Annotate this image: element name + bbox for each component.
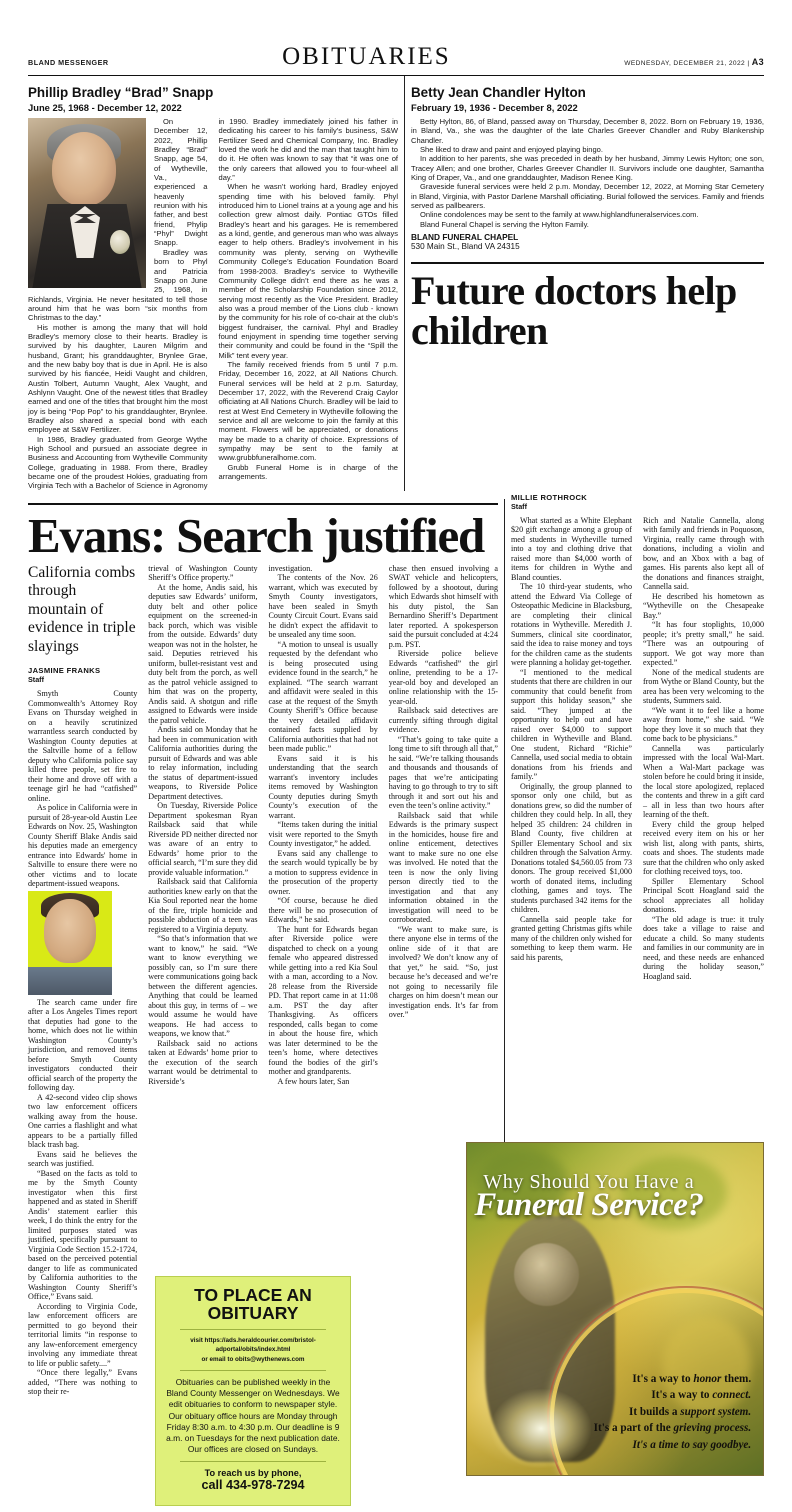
article-paragraph: Railsback said no actions taken at Edwards’ home prior to the execution of the search warrant would be detrimental to Riverside’s — [148, 1038, 258, 1086]
obit-ad-visit-line-1[interactable]: visit https://ads.heraldcourier.com/bristol-adportal/obits/index.html — [190, 1336, 316, 1354]
funeral-ad-bullets — [594, 1371, 752, 1454]
obituary-hylton — [411, 76, 764, 491]
article-paragraph: “That’s going to take quite a long time to sift through all that,” he said. “We’re talking thousands and thousands and thousands of pages that we’re anticipating having to go through to try to sift through it and sort out his and even the teen’s online activity.” — [388, 734, 498, 811]
evans-byline-role: Staff — [28, 675, 44, 685]
obit-ad-rule — [180, 1370, 326, 1371]
obit-ad-body: Obituaries can be published weekly in the Bland County Messenger on Wednesdays. We edit obituaries to conform to newspaper style. Our obituary office hours are Monday through Friday 8:30 a.m. to 4:30 p.m. Our deadline is 9 a.m. on Tuesdays for the next publication date. Our offices are closed on Sundays. — [166, 1377, 340, 1455]
section-title: OBITUARIES — [282, 43, 451, 70]
future-doctors-headline: Future doctors help children — [411, 268, 737, 353]
obituary-dates: February 19, 1936 - December 8, 2022 — [411, 102, 578, 113]
fd-byline-name: MILLIE ROTHROCK — [511, 492, 588, 502]
obituary-paragraph: The family received friends from 5 until 7 p.m. Friday, December 16, 2022, at All Nations Church. Funeral services will be held at 2 p.m. Saturday, December 17, 2022, with the Reverend Craig Caylor officiating at All Nations Church. Bradley will be laid to rest at West End Cemetery in Wytheville following the service and all are welcome to join the family at this moment. Flowers will be appreciated, or donations may be made to a charity of choice. Expressions of sympathy may be sent to the family at www.grubbfuneralhome.com. — [218, 359, 398, 463]
article-paragraph: According to Virginia Code, law enforcement officers are permitted to go beyond their territorial limits “in response to any law-enforcement emergency involving any immediate threat to life or public safety....” — [28, 1301, 138, 1368]
publication-name: BLAND MESSENGER — [28, 58, 109, 67]
fd-column-1 — [511, 516, 632, 982]
article-paragraph: Evans said it is his understanding that the search warrant's inventory includes items removed by Washington County deputies during Smyth County’s execution of the warrant. — [268, 753, 378, 820]
funeral-ad-bullet: It's a part of the grieving process. — [593, 1422, 752, 1435]
masthead-separator: | — [747, 60, 750, 67]
article-paragraph: Andis said on Monday that he had been in communication with California authorities during the pursuit of Edwards and was able to relay information, including the status of department-issued weapons, to Riverside Police Department detectives. — [148, 725, 258, 801]
obituary-snapp — [28, 76, 398, 491]
article-paragraph: What started as a White Elephant $20 gift exchange among a group of med students in Wytheville turned into a toy and clothing drive that raised more than $4,000 worth of items for children in Wythe and Bland counties. — [511, 515, 632, 582]
obituary-paragraph: When he wasn’t working hard, Bradley enjoyed spending time with his beloved family. Phyl introduced him to Lionel trains at a young age and his collection grew almost daily. Pontiac GTOs filled Bradley’s heart and his garages. He is remembered as a kind, gentle, and generous man who was always eager to help others. Bradley’s involvement in his community was plenty, serving on Wytheville Community College’s Education Foundation Board from 1998-2003. Bradley’s service to Wytheville Community College didn’t end there as he was a member of the Scholarship Foundation since 2012, serving most recently as the Vice President. Bradley also was a proud member of the Lions club - known by the community for his role of co-chair at the club’s biggest fundraiser, the carnival. Phyl and Bradley found enjoyment in spending time together serving their community and could be found in the “Spill the Milk” tent every year. — [218, 182, 398, 360]
obituary-body — [28, 117, 398, 491]
page-number: A3 — [751, 57, 764, 67]
article-paragraph: A 42-second video clip shows two law enforcement officers walking away from the house. One carries a flashlight and what appears to be a partially filled black trash bag. — [28, 1092, 138, 1150]
funeral-home-name: BLAND FUNERAL CHAPEL — [411, 232, 519, 243]
article-paragraph: “Based on the facts as told to me by the Smyth County investigator when this first happened and as stated in Sheriff Andis’ statement earlier this week, I do think the entry for the limited purposes stated was justified, specifically pursuant to Virginia Code Section 15.2-1724, based on the perceived potential danger to life as communicated by California authorities to the Washington County Sheriff’s Office,” Evans said. — [28, 1168, 138, 1302]
article-paragraph: Railsback said that California authorities knew early on that the Kia Soul reported near the home of the fire, triple homicide and possible abduction of a teen was registered to a Virginia deputy. — [148, 877, 258, 934]
masthead — [28, 0, 764, 73]
evans-column-4-body — [389, 564, 498, 1020]
article-paragraph: Cannella said people take for granted getting Christmas gifts while many of the children only wished for something to keep them warm. He said his parents, — [511, 914, 632, 962]
article-paragraph: Smyth County Commonwealth’s Attorney Roy Evans on Thursday weighed in on a heavily scrutinized warrantless search conducted by Washington County deputies at the Saltville home of a fellow deputy who California police say killed three people, set fire to their home and drove off with a teenage girl he had “catfished” online. — [28, 689, 138, 803]
portrait-face — [52, 132, 116, 206]
evans-article — [28, 493, 498, 1397]
evans-deck: California combs through mountain of evidence in triple slayings — [28, 563, 136, 655]
obituary-paragraph: Grubb Funeral Home is in charge of the arrangements. — [218, 462, 398, 482]
obituary-paragraph: She liked to draw and paint and enjoyed playing bingo. — [420, 145, 603, 155]
fd-byline-role: Staff — [511, 501, 527, 511]
evans-column-2-body — [148, 564, 257, 1087]
article-paragraph: “It has four stoplights, 10,000 people; it’s pretty small,” he said. “There was an outpouring of support. We got way more than expected.” — [643, 620, 764, 668]
mugshot-face — [44, 899, 96, 963]
funeral-ad-bullet: It's a way to connect. — [651, 1389, 752, 1402]
article-paragraph: “Once there legally,” Evans added, “There was nothing to stop their re- — [28, 1368, 138, 1397]
obit-ad-rule — [180, 1461, 326, 1462]
funeral-service-ad[interactable] — [466, 1142, 764, 1476]
article-paragraph: trieval of Washington County Sheriff’s Office property.” — [148, 563, 258, 583]
angel-statue-head — [514, 1243, 579, 1306]
article-paragraph: On Tuesday, Riverside Police Department spokesman Ryan Railsback said that while Riverside PD neither directed nor was aware of an entry to Edwards’ home prior to the official search, “I’m sure they did provide valuable information.” — [148, 801, 258, 877]
obit-ad-reach-label: To reach us by phone, — [204, 1468, 302, 1479]
article-paragraph: chase then ensued involving a SWAT vehicle and helicopters, followed by a shootout, during which Edwards shot himself with his duty pistol, the San Bernardino Sheriff’s Department later reported. A spokesperson said the pursuit concluded at 4:24 p.m. PST. — [388, 563, 498, 649]
funeral-ad-line-1: Why Should You Have a — [483, 1171, 695, 1194]
article-paragraph: The search came under fire after a Los Angeles Times report that deputies had gone to the home, which does not lie within Washington County’s jurisdiction, and removed items before Smyth County investigators conducted their official search of the property the following day. — [28, 997, 138, 1093]
evans-byline-name: JASMINE FRANKS — [28, 666, 101, 676]
edwards-mugshot-photo — [28, 891, 112, 995]
article-paragraph: The contents of the Nov. 26 warrant, which was executed by Smyth County investigators, have been sealed in Smyth County Circuit Court. Evans said he didn't expect the affidavit to be unsealed any time soon. — [268, 573, 378, 640]
funeral-home-address: 530 Main St., Bland VA 24315 — [411, 242, 520, 252]
obituary-portrait-photo — [28, 118, 146, 288]
obit-ad-box[interactable] — [155, 1276, 351, 1506]
article-paragraph: Spiller Elementary School Principal Scott Hoagland said the school appreciates all holiday donations. — [643, 876, 764, 915]
obituary-dates: June 25, 1968 - December 12, 2022 — [28, 102, 182, 113]
funeral-ad-bullet: It builds a support system. — [628, 1405, 752, 1418]
obituary-paragraph: In addition to her parents, she was preceded in death by her husband, Jimmy Lewis Hylton; one son, Tracey Allen; and one brother, Charles Greever Chandler II. Survivors include one daughter, Samantha King of Draper, Va., and one granddaughter, Madison Renee King. — [411, 154, 764, 183]
article-paragraph: “Of course, because he died there will be no prosecution of Edwards,” he said. — [268, 896, 378, 925]
article-paragraph: “We want it to feel like a home away from home,” she said. “We hope they love it so much that they come back to be physicians.” — [643, 705, 764, 744]
article-paragraph: “So that’s information that we want to know,” he said. “We want to know everything we possibly can, so I’m sure there were communications going back between the different agencies. Anything that could be learned about this guy, in terms of – we would assume he would have weapons. He had access to weapons, we know that.” — [148, 934, 258, 1039]
obit-ad-visit-line-2[interactable]: or email to obits@wythenews.com — [201, 1355, 305, 1363]
obit-ad-phone[interactable]: call 434-978-7294 — [201, 1478, 305, 1493]
evans-column-3-body — [269, 564, 378, 1087]
article-paragraph: As police in California were in pursuit of 28-year-old Austin Lee Edwards on Nov. 25, Washington County Sheriff Blake Andis said his deputies made an emergency entrance into Edwards' home in Saltville to ensure there were no other victims and to locate department-issued weapons. — [28, 803, 138, 889]
article-paragraph: None of the medical students are from Wythe or Bland County, but the area has been very welcoming to the students, Summers said. — [643, 667, 764, 706]
issue-date: WEDNESDAY, DECEMBER 21, 2022 — [624, 60, 746, 67]
funeral-ad-bullet: It's a way to honor them. — [632, 1372, 752, 1385]
article-paragraph: Originally, the group planned to sponsor only one child, but as donations grew, so did the number of children they could help. In all, they helped 35 children: 24 children in Bland County, five children at Spiller Elementary School and six children through the Salvation Army. Donations totaled $4,560.05 from 73 donors. The group received $1,000 worth of donated items, including clothing, games and toys. The students purchased 342 items for the children. — [511, 781, 632, 915]
article-paragraph: Rich and Natalie Cannella, along with family and friends in Poquoson, Virginia, really came through with donations, including a violin and bow, and an Xbox with a bag of games. His parents also kept all of the donations and finances straight, Cannella said. — [643, 515, 764, 592]
article-paragraph: Evans said he believes the search was justified. — [28, 1149, 138, 1169]
article-paragraph: The hunt for Edwards began after Riverside police were dispatched to check on a young female who appeared distressed while getting into a red Kia Soul with a man, according to a Nov. 28 release from the Riverside PD. That report came in at 11:08 a.m. PST the day after Thanksgiving. As officers responded, calls began to come in about the house fire, which was later determined to be the teen’s home, where detectives found the bodies of the girl’s mother and grandparents. — [268, 924, 378, 1077]
article-paragraph: A few hours later, San — [277, 1076, 350, 1086]
column-divider — [398, 76, 411, 491]
obituary-paragraph: Online condolences may be sent to the family at www.highlandfuneralservices.com. — [420, 210, 699, 220]
article-paragraph: At the home, Andis said, his deputies saw Edwards’ uniform, duty belt and other police equipment on the screened-in back porch, which was visible from the outside. Edwards’ duty weapon was not in the holster, he said. Deputies retrieved his uniform, bullet-resistant vest and duty belt from the porch, as well as the patrol vehicle assigned to him that was on the property, Andis said. A shotgun and rifle assigned to Edwards were inside the patrol vehicle. — [148, 582, 258, 725]
obituary-body — [411, 117, 764, 229]
article-paragraph: Railsback said that while Edwards is the primary suspect in the homicides, house fire and online enticement, detectives want to make sure no one else was involved. He noted that the teen is now the only living person directly tied to the investigation and that any information obtained in the investigation will need to be corroborated. — [388, 810, 498, 925]
article-paragraph: Riverside police believe Edwards “catfished” the girl online, pretending to be a 17-year-old boy and developed an online relationship with the 15-year-old. — [388, 649, 498, 706]
date-and-page — [624, 57, 764, 69]
article-paragraph: “We want to make sure, is there anyone else in terms of the online side of it that are involved? We don’t know any of that yet,” he said. “So, just because he’s deceased and we’re not going to necessarily file charges on him doesn’t mean our investigation ends. It’s far from over.” — [388, 924, 498, 1020]
obituary-paragraph: His mother is among the many that will hold Bradley’s memory close to their hearts. Bradley is survived by his daughter, Lauren Milgrim and husband, Grant; his granddaughter, Brynlee Grae, and the new baby boy that is due in April. He is also survived by his fiancée, Heidi Vaught and children, Austin Tolbert, Autumn Vaught, Alex Vaught, and Ashlynn Vaught. One of the newest titles that Bradley earned and one of the titles that brought him the most joy is being “Pop Pop” to his granddaughter, Brynlee. Bradley also shared a special bond with each employee at S&W Fertilizer. — [28, 322, 208, 435]
obituary-paragraph: Bradley was born to Phyl and Patricia Snapp on June 25, 1968, in Richlands, Virginia. He never hesitated to tell those around him that he was born “six months from Christmas to the day.” — [28, 247, 208, 323]
candle-glow — [491, 1389, 592, 1469]
obituary-name: Betty Jean Chandler Hylton — [411, 85, 586, 100]
fd-column-2 — [643, 516, 764, 982]
article-paragraph: “Items taken during the initial visit were reported to the Smyth County investigator,” he added. — [268, 820, 378, 849]
obituary-paragraph: Graveside funeral services were held 2 p.m. Monday, December 12, 2022, at Morning Star Cemetery in Bland, Virginia, with Pastor Darlene Marshall officiating. Burial followed the services. Family and friends served as pallbearers. — [411, 182, 764, 211]
obituary-paragraph: Betty Hylton, 86, of Bland, passed away on Thursday, December 8, 2022. Born on February 19, 1936, in Bland, Va., she was the daughter of the late Charles Greever Chandler and Ruby Blankenship Chandler. — [411, 117, 764, 145]
fd-columns — [511, 516, 764, 982]
evans-headline: Evans: Search justified — [28, 507, 485, 563]
funeral-ad-line-2: Funeral Service? — [474, 1187, 704, 1224]
funeral-ad-canvas[interactable] — [466, 1142, 764, 1476]
article-paragraph: “A motion to unseal is usually requested by the defendant who is being prosecuted using evidence found in the search,” he explained. “The search warrant and affidavit were sealed in this case at the request of the Smyth County Sheriff’s Office because the very detailed affidavit contained facts supplied by California authorities that had not been made public.” — [268, 639, 378, 754]
article-paragraph: investigation. — [268, 563, 313, 573]
article-paragraph: Every child the group helped received every item on his or her wish list, along with pants, shirts, coats and shoes. The students made sure that the children who only asked for clothing received toys, too. — [643, 819, 764, 877]
article-paragraph: Evans said any challenge to the search would typically be by a motion to suppress evidence in the prosecution of the property owner. — [268, 848, 378, 896]
funeral-ad-bullet: It's a time to say goodbye. — [632, 1438, 752, 1451]
future-doctors-rule — [411, 262, 764, 264]
evans-column-1 — [28, 564, 137, 1397]
obituary-paragraph: In 1986, Bradley graduated from George Wythe High School and pursued an associate degree in Business and Accounting from Wytheville Community College, graduating in 1988. From there, Bradley became one of the proudest Hokies, graduating from Virginia Tech with a Bachelor of Science in Agronomy in 1990. Bradley immediately joined his father in dedicating his career to his family’s business, S&W Fertilizer Seed and Chemical Company, Inc. Bradley loved the work he did and the man that taught him to do it. He often was known to say that “it was one of the only careers that allowed you to four-wheel all day.” — [28, 117, 398, 491]
article-paragraph: The 10 third-year students, who attend the Edward Via College of Osteopathic Medicine in Blacksburg, are completing their clinical rotations in Wytheville. Meredith J. Summers, clinical site coordinator, said the idea to raise money and toys for the children came as the students were planning a holiday get-together. — [511, 582, 632, 668]
obituary-name: Phillip Bradley “Brad” Snapp — [28, 85, 214, 100]
article-paragraph: He described his hometown as “Wytheville on the Chesapeake Bay.” — [643, 591, 764, 620]
article-paragraph: “The old adage is true: it truly does take a village to raise and educate a child. So many students and families in our community are in need, and these needs are enhanced during the holiday season,” Hoagland said. — [643, 914, 764, 981]
obituaries-zone — [28, 76, 764, 491]
place-an-obituary-ad[interactable] — [155, 1268, 351, 1506]
mugshot-shirt — [28, 967, 112, 995]
article-paragraph: “I mentioned to the medical students that there are children in our community that could benefit from support this holiday season,” she said. “They jumped at the opportunity to help out and have raised over $4,000 to support children in Wytheville and Bland. One student, Richard “Richie” Cannella, used social media to obtain donations from his friends and family.” — [511, 667, 632, 782]
evans-column-1-body — [28, 689, 137, 1397]
portrait-boutonniere — [110, 230, 130, 254]
obituary-paragraph: Bland Funeral Chapel is serving the Hylton Family. — [420, 219, 589, 229]
obituary-paragraph: On December 12, 2022, Phillip Bradley “Brad” Snapp, age 54, of Wytheville, Va., experienced a heavenly reunion with his father, and best friend, Phylip “Phyl” Dwight Snapp. — [154, 117, 208, 248]
article-paragraph: Railsback said detectives are currently sifting through digital evidence. — [388, 706, 498, 735]
obit-ad-rule — [180, 1329, 326, 1330]
article-paragraph: Cannella was particularly impressed with the local Wal-Mart. When a Wal-Mart package was stolen before he could bring it inside, the local store apologized, replaced the contents and threw in a gift card – all in less than two hours after learning of the theft. — [643, 743, 764, 820]
evans-rule — [28, 503, 498, 505]
obit-ad-title: TO PLACE AN OBITUARY — [194, 1285, 312, 1324]
